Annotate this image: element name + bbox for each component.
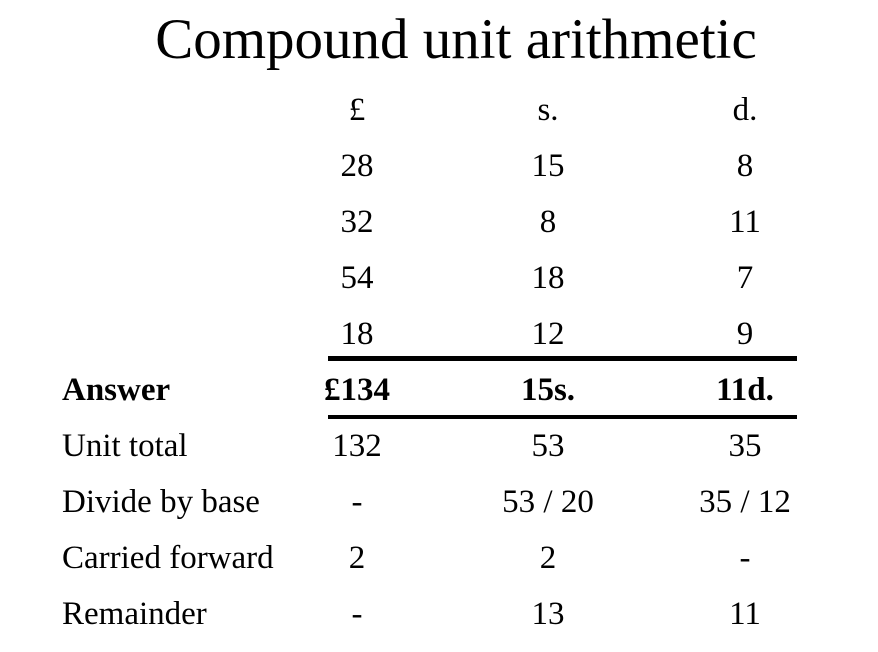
value-cell-pounds: -	[351, 595, 363, 632]
carried-forward-row-label: Carried forward	[62, 539, 274, 576]
row-label	[62, 306, 270, 362]
value-cell-pounds: 54	[340, 259, 374, 296]
remainder-row-label: Remainder	[62, 595, 207, 632]
value-cell-shillings: 2	[539, 539, 557, 576]
value-cell-pence: 11	[729, 203, 761, 240]
page-title: Compound unit arithmetic	[155, 8, 757, 71]
value-cell-pounds: 2	[348, 539, 366, 576]
value-cell-pence: 7	[736, 259, 754, 296]
header-spacer	[62, 82, 270, 138]
value-cell-pounds: 18	[340, 315, 374, 352]
value-cell-shillings: 13	[531, 595, 565, 632]
answer-cell-pounds: £134	[324, 371, 390, 408]
unit-total-row-label: Unit total	[62, 427, 188, 464]
value-cell-pounds: 28	[340, 147, 374, 184]
value-cell-pence: 11	[729, 595, 761, 632]
value-cell-shillings: 53 / 20	[502, 483, 594, 520]
column-header-pence: d.	[732, 91, 758, 128]
answer-cell-shillings: 15s.	[520, 371, 576, 408]
value-cell-pence: 9	[736, 315, 754, 352]
value-cell-pounds: 32	[340, 203, 374, 240]
value-cell-shillings: 15	[531, 147, 565, 184]
value-cell-shillings: 53	[531, 427, 565, 464]
value-cell-pence: 35	[728, 427, 762, 464]
value-cell-pence: 8	[736, 147, 754, 184]
units-table	[62, 82, 838, 642]
answer-row-label: Answer	[62, 371, 171, 408]
divide-by-base-row-label: Divide by base	[62, 483, 260, 520]
row-label	[62, 138, 270, 194]
value-cell-pounds: -	[351, 483, 363, 520]
answer-cell-pence: 11d.	[716, 371, 774, 408]
row-label	[62, 250, 270, 306]
value-cell-shillings: 12	[531, 315, 565, 352]
column-header-pounds: £	[348, 91, 366, 128]
value-cell-pounds: 132	[332, 427, 382, 464]
column-header-shillings: s.	[537, 91, 559, 128]
value-cell-pence: 35 / 12	[699, 483, 791, 520]
value-cell-pence: -	[739, 539, 751, 576]
value-cell-shillings: 8	[539, 203, 557, 240]
value-cell-shillings: 18	[531, 259, 565, 296]
row-label	[62, 194, 270, 250]
